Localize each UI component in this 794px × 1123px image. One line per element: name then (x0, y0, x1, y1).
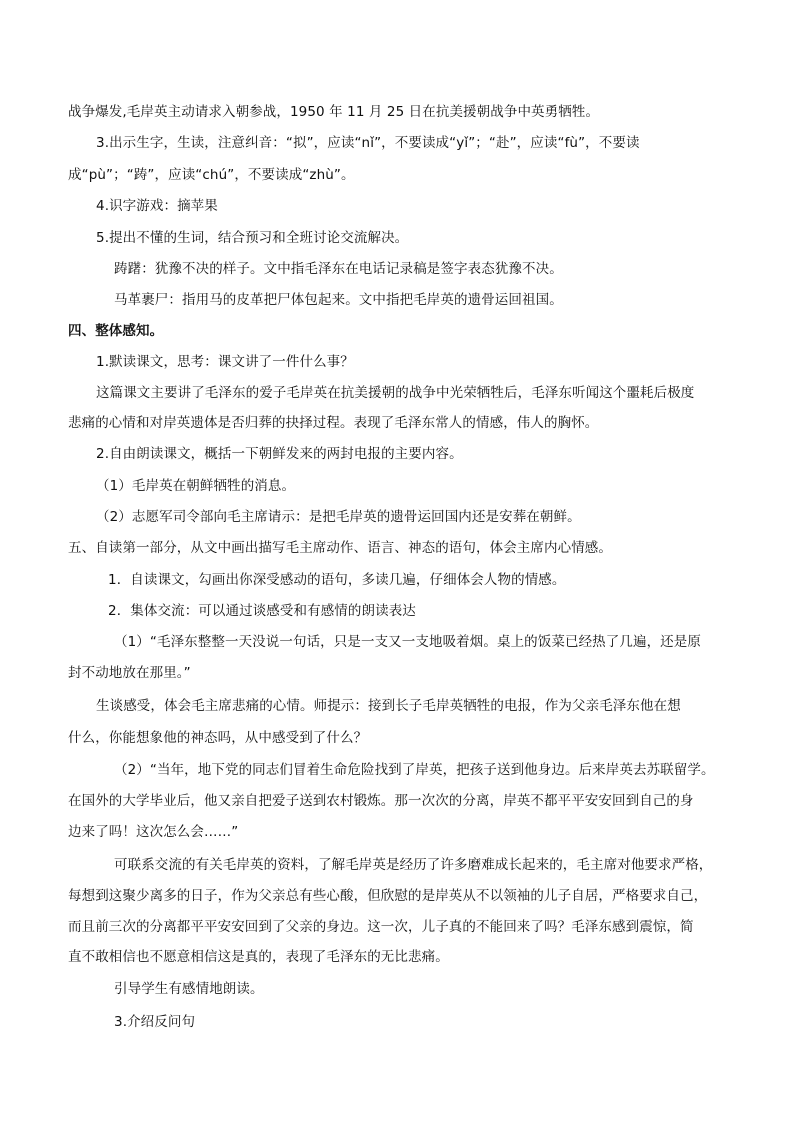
body-line: 而且前三次的分离都平平安安回到了父亲的身边。这一次，儿子真的不能回来了吗？毛泽东感到震惊，简 (68, 919, 694, 935)
body-line: 直不敢相信也不愿意相信这是真的，表现了毛泽东的无比悲痛。 (68, 949, 449, 965)
body-line: 每想到这聚少离多的日子，作为父亲总有些心酸，但欣慰的是岸英从不以领袖的儿子自居，严格要求自己， (68, 888, 708, 904)
body-line: 在国外的大学毕业后，他又亲自把爱子送到农村锻炼。那一次次的分离，岸英不都平平安安回到自己的身 (68, 793, 694, 809)
body-line: 1．自读课文，勾画出你深受感动的语句，多读几遍，仔细体会人物的情感。 (108, 572, 566, 588)
body-line: 引导学生有感情地朗读。 (114, 981, 264, 997)
body-line: （1）毛岸英在朝鲜牺牲的消息。 (96, 478, 296, 494)
body-line: 这篇课文主要讲了毛泽东的爱子毛岸英在抗美援朝的战争中光荣牺牲后，毛泽东听闻这个噩耗后极度 (96, 385, 695, 401)
body-line: 1.默读课文，思考：课文讲了一件什么事？ (96, 354, 354, 370)
body-line: 成“pù”；“踌”，应读“chú”，不要读成“zhù”。 (68, 167, 355, 183)
body-line: 生谈感受，体会毛主席悲痛的心情。师提示：接到长子毛岸英牺牲的电报，作为父亲毛泽东他在想 (96, 698, 681, 714)
body-line: （2）志愿军司令部向毛主席请示：是把毛岸英的遗骨运回国内还是安葬在朝鲜。 (96, 509, 581, 525)
body-line: 3.出示生字，生读，注意纠音：“拟”，应读“nǐ”，不要读成“yǐ”；“赴”，应读“fù”，不要读 (96, 135, 640, 151)
vocab-definition: 马革裹尸：指用马的皮革把尸体包起来。文中指把毛岸英的遗骨运回祖国。 (114, 292, 563, 308)
body-line: 可联系交流的有关毛岸英的资料，了解毛岸英是经历了许多磨难成长起来的，毛主席对他要求严格， (114, 857, 713, 873)
vocab-definition: 踌躇：犹豫不决的样子。文中指毛泽东在电话记录稿是签字表态犹豫不决。 (114, 261, 563, 277)
body-line: （2）“当年，地下党的同志们冒着生命危险找到了岸英，把孩子送到他身边。后来岸英去苏联留学。 (114, 762, 715, 778)
body-line: 3.介绍反问句 (114, 1014, 196, 1030)
body-line: 悲痛的心情和对岸英遗体是否归葬的抉择过程。表现了毛泽东常人的情感，伟人的胸怀。 (68, 415, 599, 431)
body-line: （1）“毛泽东整整一天没说一句话，只是一支又一支地吸着烟。桌上的饭菜已经热了几遍，还是原 (114, 634, 701, 650)
body-line: 战争爆发,毛岸英主动请求入朝参战，1950 年 11 月 25 日在抗美援朝战争中英勇牺牲。 (68, 104, 600, 120)
body-line: 2．集体交流：可以通过谈感受和有感情的朗读表达 (108, 603, 416, 619)
section-heading: 五、自读第一部分，从文中画出描写毛主席动作、语言、神态的语句，体会主席内心情感。 (68, 540, 612, 556)
body-line: 边来了吗！这次怎么会……” (68, 824, 239, 840)
body-line: 封不动地放在那里。” (68, 665, 191, 681)
body-line: 5.提出不懂的生词，结合预习和全班讨论交流解决。 (96, 230, 409, 246)
body-line: 2.自由朗读课文，概括一下朝鲜发来的两封电报的主要内容。 (96, 446, 463, 462)
body-line: 4.识字游戏：摘苹果 (96, 198, 218, 214)
section-heading: 四、整体感知。 (68, 323, 164, 339)
body-line: 什么，你能想象他的神态吗，从中感受到了什么？ (68, 730, 368, 746)
